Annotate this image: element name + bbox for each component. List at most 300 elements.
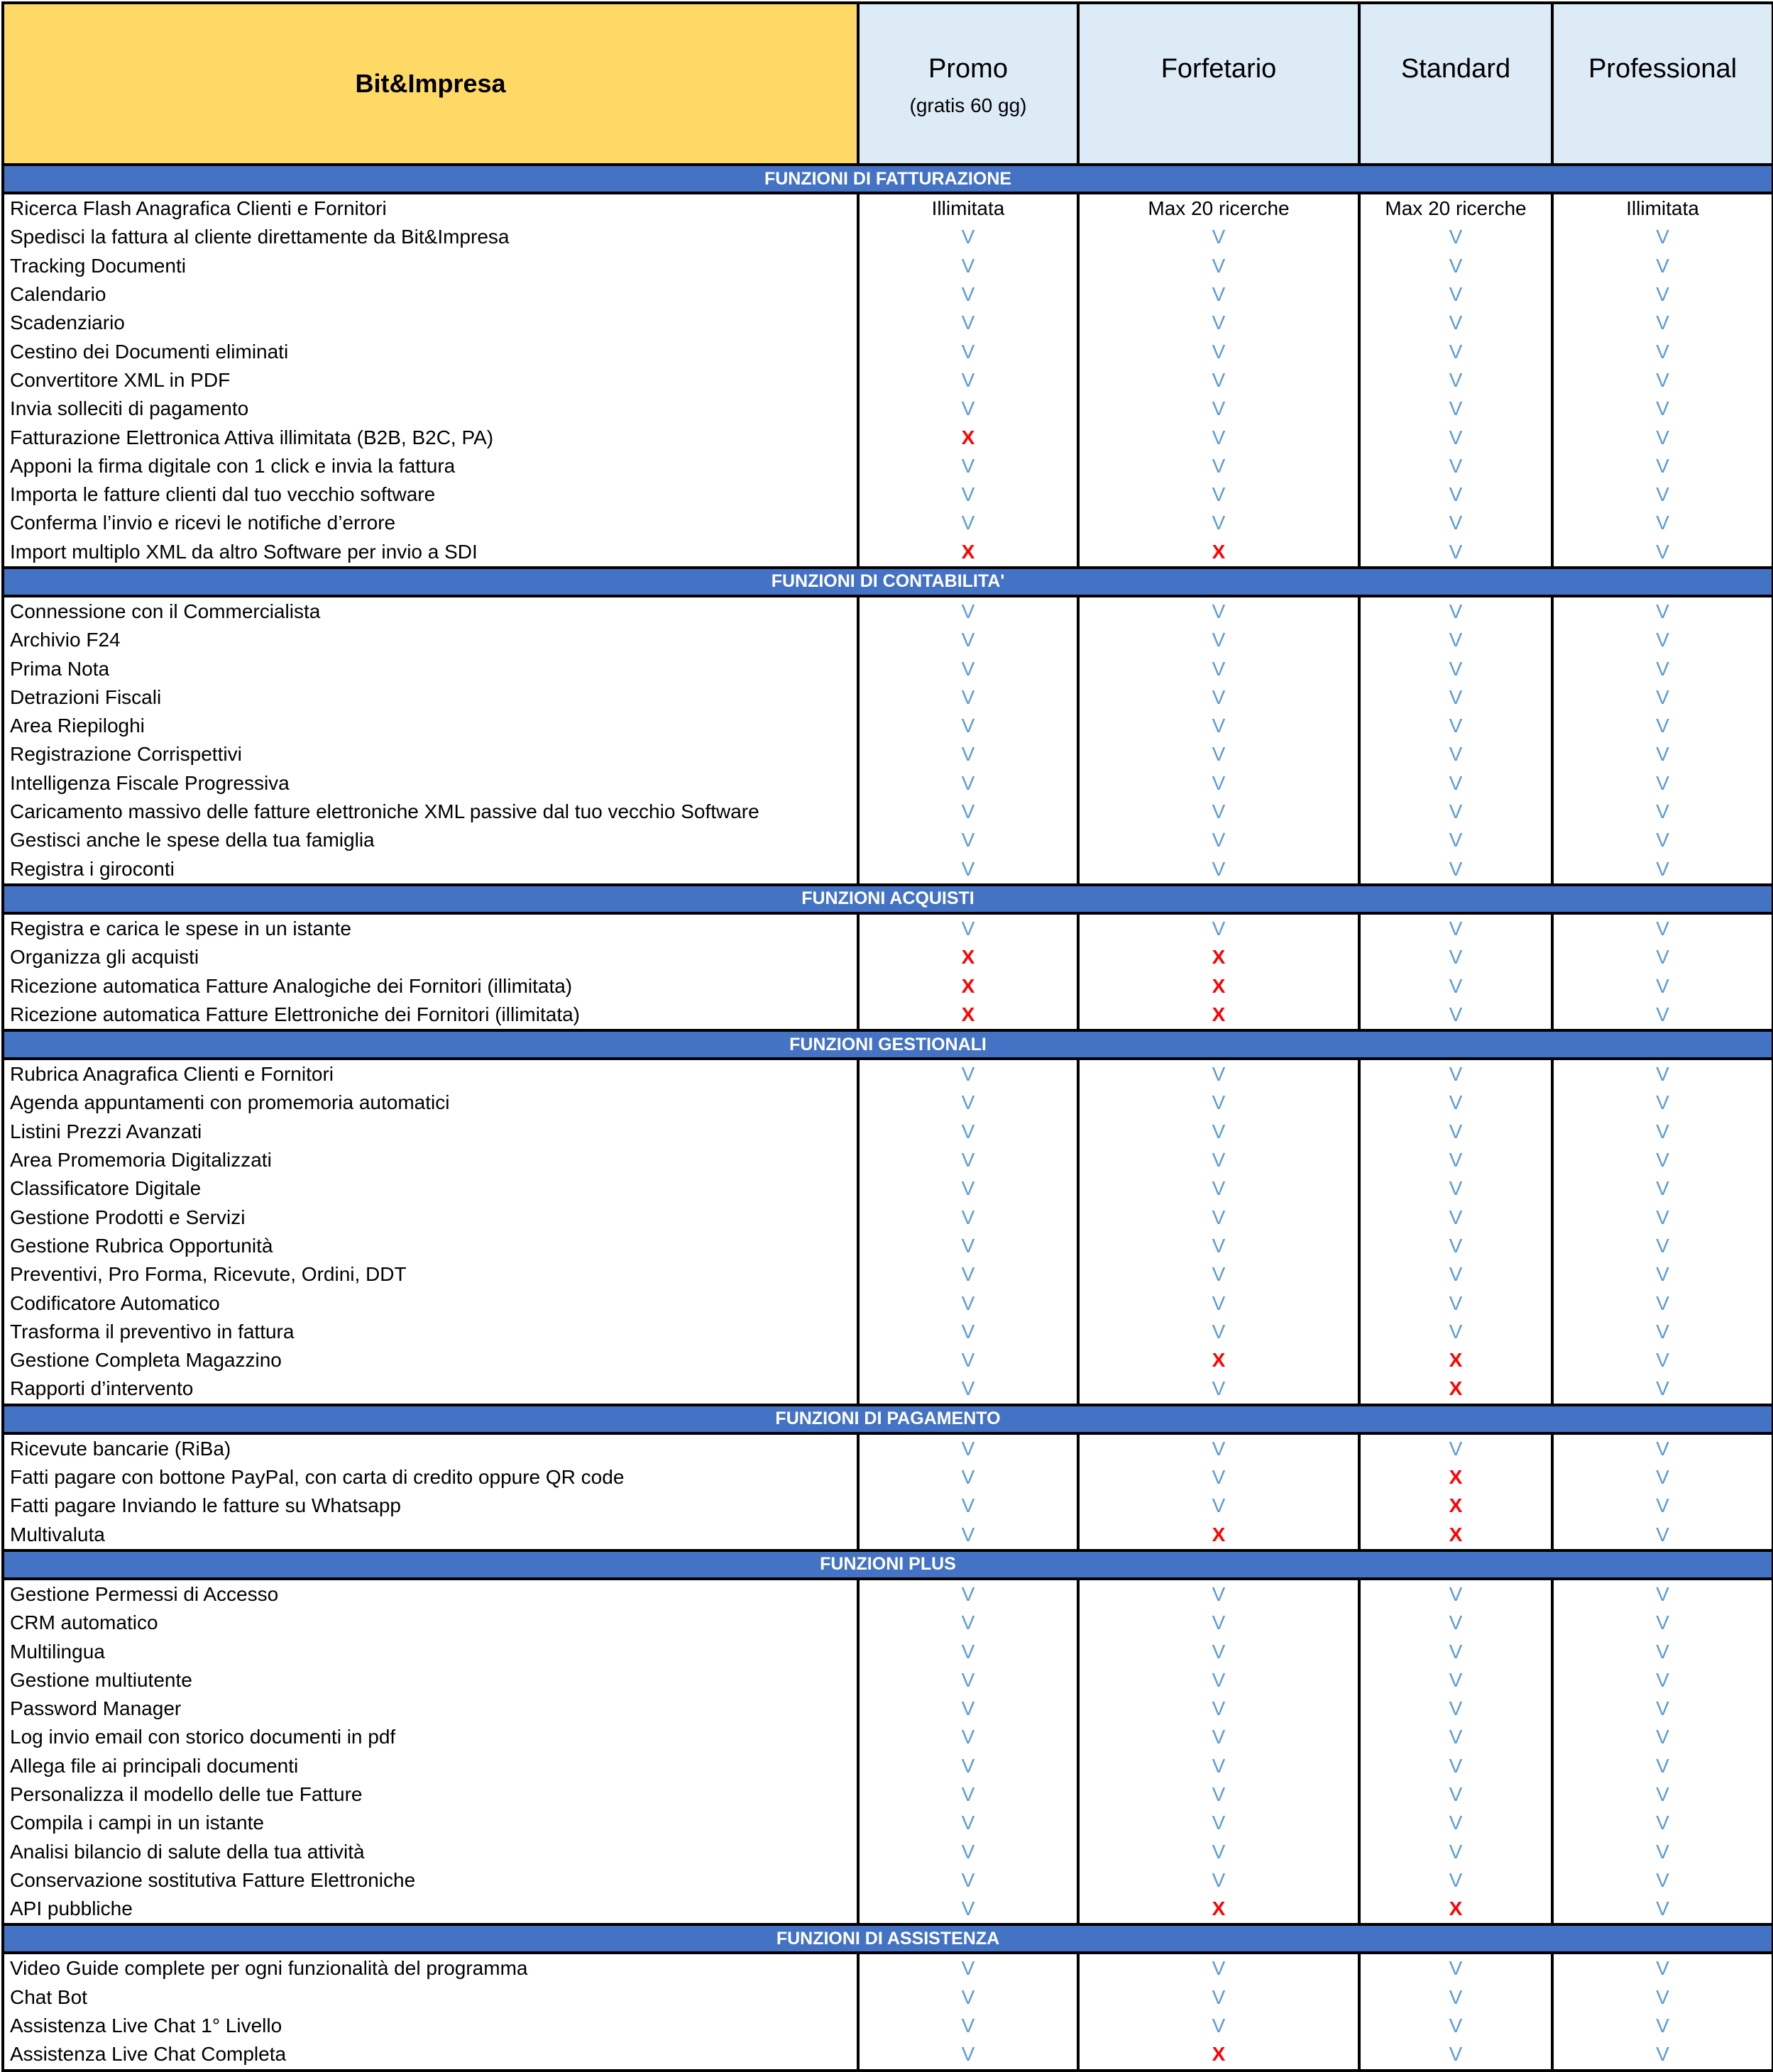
check-mark: V (858, 1059, 1078, 1089)
section-header (3, 165, 1773, 193)
check-mark: V (1078, 423, 1359, 451)
check-mark: V (1552, 223, 1773, 251)
check-mark: V (1552, 1666, 1773, 1694)
check-mark: V (1552, 1637, 1773, 1665)
check-mark: V (1078, 596, 1359, 626)
table-row (3, 509, 1773, 537)
feature-label: Registra i giroconti (3, 855, 858, 885)
check-mark: V (1078, 1463, 1359, 1492)
table-row (3, 769, 1773, 798)
check-mark: V (858, 1953, 1078, 1983)
check-mark: V (1359, 855, 1552, 885)
check-mark: V (1359, 423, 1552, 451)
feature-label: Caricamento massivo delle fatture elettroniche XML passive dal tuo vecchio Software (3, 798, 858, 826)
table-body (3, 165, 1773, 2071)
check-mark: V (1552, 740, 1773, 768)
section-title: FUNZIONI ACQUISTI (3, 885, 1773, 913)
feature-label: Connessione con il Commercialista (3, 596, 858, 626)
check-mark: V (858, 798, 1078, 826)
check-mark: V (858, 337, 1078, 365)
check-mark: V (1552, 712, 1773, 740)
table-row (3, 1260, 1773, 1289)
cross-mark: X (858, 423, 1078, 451)
check-mark: V (1078, 1866, 1359, 1895)
cross-mark: X (1078, 1520, 1359, 1550)
check-mark: V (858, 1809, 1078, 1837)
cross-mark: X (858, 971, 1078, 1000)
check-mark: V (1359, 538, 1552, 568)
plan-name: Standard (1400, 54, 1511, 84)
check-mark: V (858, 1492, 1078, 1520)
check-mark: V (858, 2012, 1078, 2040)
feature-label: Gestione Rubrica Opportunità (3, 1232, 858, 1260)
check-mark: V (858, 1260, 1078, 1289)
table-row (3, 626, 1773, 654)
table-row (3, 1118, 1773, 1146)
check-mark: V (1359, 1203, 1552, 1232)
feature-label: Conservazione sostitutiva Fatture Elettroniche (3, 1866, 858, 1895)
feature-label: Gestione Permessi di Accesso (3, 1579, 858, 1609)
check-mark: V (1359, 626, 1552, 654)
check-mark: V (858, 1609, 1078, 1637)
check-mark: V (1078, 2012, 1359, 2040)
check-mark: V (858, 1289, 1078, 1317)
table-row (3, 223, 1773, 251)
table-row (3, 943, 1773, 971)
check-mark: V (1552, 1146, 1773, 1174)
check-mark: V (858, 395, 1078, 423)
check-mark: V (1552, 1089, 1773, 1117)
check-mark: V (858, 252, 1078, 280)
plan-name: Promo (928, 54, 1008, 84)
table-row (3, 1752, 1773, 1780)
table-row (3, 1174, 1773, 1203)
check-mark: V (1078, 480, 1359, 509)
check-mark: V (1552, 337, 1773, 365)
check-mark: V (1552, 826, 1773, 854)
cross-mark: X (1359, 1520, 1552, 1550)
table-row (3, 1346, 1773, 1374)
check-mark: V (1078, 1089, 1359, 1117)
check-mark: V (1552, 1260, 1773, 1289)
check-mark: V (1359, 1866, 1552, 1895)
check-mark: V (1359, 1289, 1552, 1317)
table-row (3, 1866, 1773, 1895)
check-mark: V (1359, 1579, 1552, 1609)
check-mark: V (858, 1983, 1078, 2012)
table-row (3, 1953, 1773, 1983)
check-mark: V (1552, 452, 1773, 480)
section-title: FUNZIONI GESTIONALI (3, 1030, 1773, 1059)
check-mark: V (1552, 1895, 1773, 1924)
feature-label: Ricerca Flash Anagrafica Clienti e Fornitori (3, 193, 858, 223)
table-row (3, 1374, 1773, 1404)
feature-label: Prima Nota (3, 654, 858, 683)
table-row (3, 683, 1773, 712)
check-mark: V (858, 855, 1078, 885)
feature-label: Video Guide complete per ogni funzionalità del programma (3, 1953, 858, 1983)
check-mark: V (1359, 943, 1552, 971)
check-mark: V (1078, 626, 1359, 654)
section-header (3, 885, 1773, 913)
check-mark: V (1078, 913, 1359, 943)
value-text: Illimitata (1552, 193, 1773, 223)
section-title: FUNZIONI DI PAGAMENTO (3, 1405, 1773, 1433)
check-mark: V (1078, 1059, 1359, 1089)
check-mark: V (1552, 1232, 1773, 1260)
feature-label: CRM automatico (3, 1609, 858, 1637)
feature-label: Trasforma il preventivo in fattura (3, 1318, 858, 1346)
feature-label: Multilingua (3, 1637, 858, 1665)
feature-label: Gestione multiutente (3, 1666, 858, 1694)
check-mark: V (858, 1579, 1078, 1609)
check-mark: V (1078, 1374, 1359, 1404)
table-row (3, 1895, 1773, 1924)
check-mark: V (858, 596, 1078, 626)
check-mark: V (1359, 509, 1552, 537)
plan-subtitle: (gratis 60 gg) (909, 94, 1027, 116)
check-mark: V (1552, 798, 1773, 826)
check-mark: V (1078, 280, 1359, 309)
check-mark: V (1552, 2012, 1773, 2040)
check-mark: V (1078, 1666, 1359, 1694)
check-mark: V (858, 769, 1078, 798)
check-mark: V (858, 1346, 1078, 1374)
check-mark: V (1359, 683, 1552, 712)
check-mark: V (1078, 1752, 1359, 1780)
section-header (3, 1550, 1773, 1579)
feature-label: Fatti pagare Inviando le fatture su Whatsapp (3, 1492, 858, 1520)
check-mark: V (1359, 452, 1552, 480)
cross-mark: X (1359, 1895, 1552, 1924)
feature-label: Area Riepiloghi (3, 712, 858, 740)
check-mark: V (1078, 1953, 1359, 1983)
check-mark: V (1078, 252, 1359, 280)
value-text: Max 20 ricerche (1078, 193, 1359, 223)
value-text: Illimitata (858, 193, 1078, 223)
check-mark: V (1078, 1433, 1359, 1463)
table-row (3, 1579, 1773, 1609)
table-row (3, 1433, 1773, 1463)
cross-mark: X (1078, 1895, 1359, 1924)
check-mark: V (1552, 971, 1773, 1000)
check-mark: V (858, 654, 1078, 683)
feature-label: Multivaluta (3, 1520, 858, 1550)
table-row (3, 366, 1773, 395)
table-row (3, 798, 1773, 826)
check-mark: V (1359, 1809, 1552, 1837)
feature-label: Organizza gli acquisti (3, 943, 858, 971)
table-row (3, 280, 1773, 309)
check-mark: V (1359, 596, 1552, 626)
check-mark: V (858, 1666, 1078, 1694)
table-row (3, 1723, 1773, 1751)
feature-label: Tracking Documenti (3, 252, 858, 280)
table-row (3, 1837, 1773, 1866)
check-mark: V (1359, 1983, 1552, 2012)
check-mark: V (1552, 1059, 1773, 1089)
check-mark: V (1078, 855, 1359, 885)
check-mark: V (1078, 1260, 1359, 1289)
check-mark: V (858, 1752, 1078, 1780)
feature-label: Conferma l’invio e ricevi le notifiche d’errore (3, 509, 858, 537)
check-mark: V (1078, 683, 1359, 712)
check-mark: V (1552, 480, 1773, 509)
check-mark: V (1552, 913, 1773, 943)
feature-label: Ricezione automatica Fatture Elettroniche dei Fornitori (illimitata) (3, 1001, 858, 1030)
check-mark: V (858, 1895, 1078, 1924)
cross-mark: X (1078, 538, 1359, 568)
table-row (3, 654, 1773, 683)
check-mark: V (1359, 1318, 1552, 1346)
feature-label: Fatti pagare con bottone PayPal, con carta di credito oppure QR code (3, 1463, 858, 1492)
check-mark: V (858, 2040, 1078, 2070)
table-row (3, 1609, 1773, 1637)
check-mark: V (1359, 1780, 1552, 1809)
check-mark: V (1552, 423, 1773, 451)
check-mark: V (1552, 1694, 1773, 1723)
feature-label: Rapporti d’intervento (3, 1374, 858, 1404)
check-mark: V (1552, 596, 1773, 626)
check-mark: V (1552, 1118, 1773, 1146)
table-row (3, 2040, 1773, 2070)
check-mark: V (1078, 1146, 1359, 1174)
check-mark: V (1078, 654, 1359, 683)
cross-mark: X (1359, 1346, 1552, 1374)
check-mark: V (1078, 366, 1359, 395)
check-mark: V (858, 712, 1078, 740)
check-mark: V (858, 480, 1078, 509)
table-row (3, 452, 1773, 480)
check-mark: V (1078, 1609, 1359, 1637)
check-mark: V (1552, 654, 1773, 683)
check-mark: V (1359, 252, 1552, 280)
feature-label: Importa le fatture clienti dal tuo vecchio software (3, 480, 858, 509)
plan-name: Forfetario (1160, 54, 1277, 84)
check-mark: V (1552, 943, 1773, 971)
table-row (3, 1318, 1773, 1346)
check-mark: V (1552, 1346, 1773, 1374)
check-mark: V (858, 683, 1078, 712)
feature-label: Assistenza Live Chat Completa (3, 2040, 858, 2070)
check-mark: V (1359, 309, 1552, 337)
check-mark: V (858, 1780, 1078, 1809)
check-mark: V (1078, 1174, 1359, 1203)
check-mark: V (1552, 1174, 1773, 1203)
check-mark: V (1552, 1866, 1773, 1895)
feature-label: Assistenza Live Chat 1° Livello (3, 2012, 858, 2040)
table-row (3, 1492, 1773, 1520)
check-mark: V (1359, 798, 1552, 826)
check-mark: V (858, 913, 1078, 943)
check-mark: V (1078, 1694, 1359, 1723)
check-mark: V (1359, 1694, 1552, 1723)
check-mark: V (1359, 1433, 1552, 1463)
check-mark: V (1359, 769, 1552, 798)
table-row (3, 855, 1773, 885)
check-mark: V (1359, 712, 1552, 740)
plan-forfetario (1078, 3, 1359, 165)
check-mark: V (1078, 223, 1359, 251)
check-mark: V (1552, 1780, 1773, 1809)
feature-label: Cestino dei Documenti eliminati (3, 337, 858, 365)
table-row (3, 1463, 1773, 1492)
comparison-table (1, 1, 1773, 2072)
feature-label: Calendario (3, 280, 858, 309)
cross-mark: X (858, 538, 1078, 568)
table-row (3, 1780, 1773, 1809)
check-mark: V (858, 1837, 1078, 1866)
feature-label: Chat Bot (3, 1983, 858, 2012)
check-mark: V (858, 1374, 1078, 1404)
check-mark: V (1359, 740, 1552, 768)
check-mark: V (1552, 1953, 1773, 1983)
check-mark: V (1359, 480, 1552, 509)
table-row (3, 480, 1773, 509)
feature-label: Compila i campi in un istante (3, 1809, 858, 1837)
check-mark: V (1359, 280, 1552, 309)
check-mark: V (1552, 769, 1773, 798)
check-mark: V (1552, 395, 1773, 423)
check-mark: V (858, 1146, 1078, 1174)
table-row (3, 740, 1773, 768)
feature-label: Registrazione Corrispettivi (3, 740, 858, 768)
feature-label: Detrazioni Fiscali (3, 683, 858, 712)
feature-label: Gestione Completa Magazzino (3, 1346, 858, 1374)
check-mark: V (1552, 1492, 1773, 1520)
section-header (3, 1405, 1773, 1433)
check-mark: V (1078, 740, 1359, 768)
check-mark: V (1552, 252, 1773, 280)
check-mark: V (1552, 1289, 1773, 1317)
plan-promo (858, 3, 1078, 165)
feature-label: Gestisci anche le spese della tua famiglia (3, 826, 858, 854)
check-mark: V (1359, 1089, 1552, 1117)
feature-label: Invia solleciti di pagamento (3, 395, 858, 423)
check-mark: V (858, 509, 1078, 537)
table-row (3, 712, 1773, 740)
check-mark: V (1359, 2040, 1552, 2070)
check-mark: V (1359, 1723, 1552, 1751)
check-mark: V (1078, 798, 1359, 826)
check-mark: V (1359, 971, 1552, 1000)
check-mark: V (858, 1318, 1078, 1346)
table-row (3, 423, 1773, 451)
section-title: FUNZIONI DI FATTURAZIONE (3, 165, 1773, 193)
cross-mark: X (1078, 971, 1359, 1000)
check-mark: V (1552, 1203, 1773, 1232)
check-mark: V (1078, 337, 1359, 365)
cross-mark: X (858, 1001, 1078, 1030)
feature-label: Personalizza il modello delle tue Fatture (3, 1780, 858, 1809)
feature-label: Ricezione automatica Fatture Analogiche dei Fornitori (illimitata) (3, 971, 858, 1000)
feature-label: Preventivi, Pro Forma, Ricevute, Ordini, DDT (3, 1260, 858, 1289)
check-mark: V (1552, 1837, 1773, 1866)
check-mark: V (1359, 1837, 1552, 1866)
table-row (3, 337, 1773, 365)
check-mark: V (1552, 1579, 1773, 1609)
check-mark: V (1078, 712, 1359, 740)
check-mark: V (1552, 2040, 1773, 2070)
cross-mark: X (1078, 943, 1359, 971)
feature-label: Agenda appuntamenti con promemoria automatici (3, 1089, 858, 1117)
check-mark: V (1078, 1289, 1359, 1317)
check-mark: V (1078, 1232, 1359, 1260)
check-mark: V (1552, 1809, 1773, 1837)
check-mark: V (1552, 1001, 1773, 1030)
check-mark: V (858, 1520, 1078, 1550)
check-mark: V (1359, 1146, 1552, 1174)
section-title: FUNZIONI DI ASSISTENZA (3, 1924, 1773, 1953)
cross-mark: X (1359, 1492, 1552, 1520)
table-row (3, 538, 1773, 568)
check-mark: V (1078, 309, 1359, 337)
check-mark: V (1078, 769, 1359, 798)
table-row (3, 395, 1773, 423)
table-row (3, 193, 1773, 223)
table-row (3, 913, 1773, 943)
section-title: FUNZIONI DI CONTABILITA' (3, 568, 1773, 596)
feature-label: Password Manager (3, 1694, 858, 1723)
plan-standard (1359, 3, 1552, 165)
check-mark: V (1359, 1609, 1552, 1637)
check-mark: V (858, 1694, 1078, 1723)
check-mark: V (1078, 1637, 1359, 1665)
feature-label: Codificatore Automatico (3, 1289, 858, 1317)
check-mark: V (1359, 1118, 1552, 1146)
header-row (3, 3, 1773, 165)
table-row (3, 826, 1773, 854)
check-mark: V (1552, 1374, 1773, 1404)
cross-mark: X (1078, 1001, 1359, 1030)
check-mark: V (1552, 683, 1773, 712)
table-row (3, 309, 1773, 337)
feature-label: Gestione Prodotti e Servizi (3, 1203, 858, 1232)
check-mark: V (1552, 1983, 1773, 2012)
check-mark: V (1078, 1983, 1359, 2012)
check-mark: V (858, 280, 1078, 309)
check-mark: V (1078, 1723, 1359, 1751)
table-row (3, 1001, 1773, 1030)
check-mark: V (858, 1723, 1078, 1751)
section-title: FUNZIONI PLUS (3, 1550, 1773, 1579)
check-mark: V (1359, 1232, 1552, 1260)
table-row (3, 1637, 1773, 1665)
cross-mark: X (1078, 2040, 1359, 2070)
check-mark: V (1078, 1809, 1359, 1837)
value-text: Max 20 ricerche (1359, 193, 1552, 223)
table-row (3, 2012, 1773, 2040)
check-mark: V (1078, 1780, 1359, 1809)
check-mark: V (1078, 1118, 1359, 1146)
check-mark: V (1552, 1520, 1773, 1550)
table-row (3, 971, 1773, 1000)
check-mark: V (858, 366, 1078, 395)
table-row (3, 1289, 1773, 1317)
feature-label: Intelligenza Fiscale Progressiva (3, 769, 858, 798)
plan-professional (1552, 3, 1773, 165)
check-mark: V (1359, 1001, 1552, 1030)
check-mark: V (858, 1866, 1078, 1895)
table-row (3, 1666, 1773, 1694)
section-header (3, 1924, 1773, 1953)
cross-mark: X (1078, 1346, 1359, 1374)
check-mark: V (1359, 1637, 1552, 1665)
cross-mark: X (858, 943, 1078, 971)
feature-label: Registra e carica le spese in un istante (3, 913, 858, 943)
check-mark: V (858, 626, 1078, 654)
check-mark: V (1552, 280, 1773, 309)
